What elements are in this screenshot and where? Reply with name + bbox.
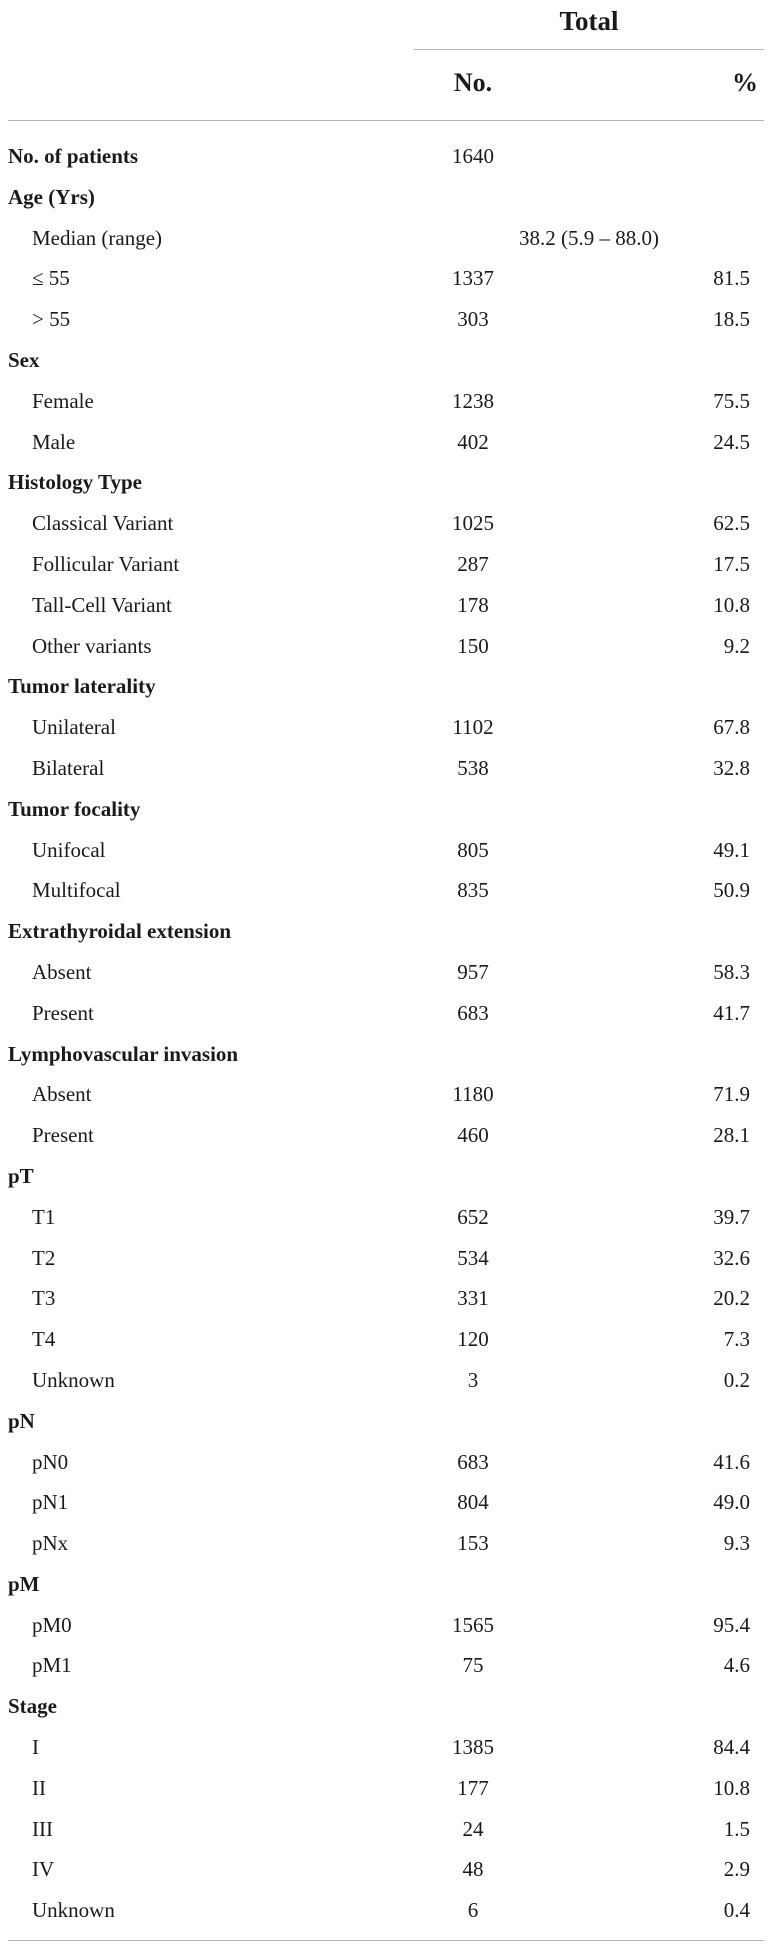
- percent-column-header: %: [732, 68, 758, 97]
- number-cell: 683: [457, 1000, 489, 1025]
- table-row: [0, 1768, 772, 1809]
- section-label: Lymphovascular invasion: [8, 1041, 239, 1066]
- section-row: [0, 136, 772, 177]
- row-label: pN0: [32, 1449, 69, 1474]
- number-cell: 150: [457, 633, 489, 658]
- row-label: Present: [32, 1000, 94, 1025]
- row-label: Absent: [32, 959, 92, 984]
- percent-cell: 95.4: [713, 1612, 750, 1637]
- percent-cell: 18.5: [713, 307, 750, 332]
- table-row: [0, 1319, 772, 1360]
- number-cell: 1180: [452, 1082, 494, 1107]
- section-row: [0, 666, 772, 707]
- table-row: [0, 1238, 772, 1279]
- percent-cell: 32.6: [713, 1245, 750, 1270]
- number-cell: 835: [457, 878, 489, 903]
- number-cell: 534: [457, 1245, 489, 1270]
- table-row: [0, 748, 772, 789]
- percent-cell: 28.1: [713, 1123, 750, 1148]
- section-label: Histology Type: [8, 470, 142, 495]
- percent-cell: 9.2: [723, 633, 750, 658]
- number-cell: 287: [457, 551, 489, 576]
- number-cell: 1238: [452, 388, 494, 413]
- percent-cell: 17.5: [713, 551, 750, 576]
- section-label: No. of patients: [8, 144, 139, 168]
- number-cell: 805: [457, 837, 489, 862]
- table-row: [0, 544, 772, 585]
- row-label: Unknown: [32, 1898, 115, 1923]
- row-label: Present: [32, 1123, 94, 1148]
- row-label: Absent: [32, 1082, 92, 1107]
- table-row: [0, 1115, 772, 1156]
- table-row: [0, 952, 772, 993]
- row-label: Median (range): [32, 225, 163, 250]
- row-label: Male: [32, 429, 76, 454]
- table-row: [0, 1605, 772, 1646]
- row-label: pNx: [32, 1531, 69, 1556]
- row-label: I: [32, 1735, 39, 1760]
- table-row: [0, 830, 772, 871]
- row-label: T4: [32, 1327, 56, 1352]
- section-row: [0, 1156, 772, 1197]
- number-cell: 402: [457, 429, 489, 454]
- table-row: [0, 1890, 772, 1931]
- number-cell: 75: [462, 1653, 484, 1678]
- percent-cell: 81.5: [713, 266, 750, 291]
- section-row: [0, 1401, 772, 1442]
- row-label: T2: [32, 1245, 56, 1270]
- percent-cell: 4.6: [723, 1653, 750, 1678]
- table-row: [0, 707, 772, 748]
- section-label: Sex: [8, 347, 40, 372]
- table-row: [0, 422, 772, 463]
- row-label: Unifocal: [32, 837, 106, 862]
- row-label: Unknown: [32, 1367, 115, 1392]
- number-cell: 538: [457, 755, 489, 780]
- row-label: IV: [32, 1857, 55, 1882]
- table-row: [0, 1278, 772, 1319]
- section-row: [0, 177, 772, 218]
- row-label: ≤ 55: [32, 266, 70, 291]
- percent-cell: 32.8: [713, 755, 750, 780]
- percent-cell: 62.5: [713, 511, 750, 536]
- row-label: T3: [32, 1286, 56, 1311]
- total-column-group-header: Total: [559, 6, 619, 36]
- percent-cell: 0.2: [723, 1367, 750, 1392]
- row-label: pM1: [32, 1653, 72, 1678]
- percent-cell: 75.5: [713, 388, 750, 413]
- table-row: [0, 1442, 772, 1483]
- row-label: Follicular Variant: [32, 551, 180, 576]
- table-row: [0, 299, 772, 340]
- number-cell: 1025: [452, 511, 494, 536]
- table-row: [0, 381, 772, 422]
- number-cell: 1102: [452, 715, 494, 740]
- number-cell: 303: [457, 307, 489, 332]
- percent-cell: 49.0: [713, 1490, 750, 1515]
- number-cell: 24: [462, 1816, 484, 1841]
- table-row: [0, 503, 772, 544]
- percent-cell: 0.4: [723, 1898, 750, 1923]
- number-cell: 683: [457, 1449, 489, 1474]
- section-row: [0, 911, 772, 952]
- section-label: Age (Yrs): [8, 184, 95, 209]
- table-row: [0, 1523, 772, 1564]
- table-row: [0, 1197, 772, 1238]
- number-cell: 177: [457, 1775, 489, 1800]
- row-label: Tall-Cell Variant: [32, 592, 172, 617]
- table-body: [0, 136, 772, 1931]
- number-cell: 957: [457, 959, 489, 984]
- table-row: [0, 1849, 772, 1890]
- percent-cell: 67.8: [713, 715, 750, 740]
- spanning-value-cell: 38.2 (5.9 – 88.0): [519, 225, 659, 250]
- row-label: Unilateral: [32, 715, 116, 740]
- percent-cell: 39.7: [713, 1204, 750, 1229]
- number-cell: 804: [457, 1490, 489, 1515]
- percent-cell: 7.3: [723, 1327, 750, 1352]
- table-row: [0, 585, 772, 626]
- percent-cell: 20.2: [713, 1286, 750, 1311]
- row-label: Bilateral: [32, 755, 105, 780]
- percent-cell: 41.7: [713, 1000, 750, 1025]
- number-cell: 6: [467, 1898, 479, 1923]
- section-row: [0, 340, 772, 381]
- percent-cell: 71.9: [713, 1082, 750, 1107]
- section-label: Tumor laterality: [8, 674, 156, 699]
- number-cell: 652: [457, 1204, 489, 1229]
- table-row: [0, 258, 772, 299]
- number-column-header: No.: [453, 68, 493, 97]
- number-cell: 1565: [452, 1612, 494, 1637]
- table-row: [0, 1809, 772, 1850]
- table-row: [0, 1482, 772, 1523]
- table-row: [0, 1645, 772, 1686]
- percent-cell: 24.5: [713, 429, 750, 454]
- section-label: Extrathyroidal extension: [8, 919, 232, 944]
- bottom-rule: [8, 1940, 764, 1941]
- table-row: [0, 626, 772, 667]
- header-rule: [8, 120, 764, 121]
- percent-cell: 49.1: [713, 837, 750, 862]
- row-label: II: [32, 1775, 46, 1800]
- row-label: pM0: [32, 1612, 72, 1637]
- table-row: [0, 218, 772, 259]
- section-row: [0, 1564, 772, 1605]
- table-row: [0, 870, 772, 911]
- row-label: Other variants: [32, 633, 152, 658]
- number-cell: 1337: [452, 266, 494, 291]
- percent-cell: 9.3: [723, 1531, 750, 1556]
- percent-cell: 10.8: [713, 1775, 750, 1800]
- row-label: Female: [32, 388, 94, 413]
- section-row: [0, 789, 772, 830]
- table-row: [0, 993, 772, 1034]
- number-cell: 48: [462, 1857, 484, 1882]
- number-cell: 1640: [452, 144, 494, 168]
- table-row: [0, 1360, 772, 1401]
- row-label: T1: [32, 1204, 56, 1229]
- percent-cell: 1.5: [723, 1816, 750, 1841]
- percent-cell: 58.3: [713, 959, 750, 984]
- table-row: [0, 1727, 772, 1768]
- section-label: pN: [8, 1408, 35, 1433]
- percent-cell: 2.9: [723, 1857, 750, 1882]
- percent-cell: 84.4: [713, 1735, 750, 1760]
- number-cell: 331: [457, 1286, 489, 1311]
- section-label: Tumor focality: [8, 796, 141, 821]
- row-label: Classical Variant: [32, 511, 174, 536]
- percent-cell: 50.9: [713, 878, 750, 903]
- number-cell: 178: [457, 592, 489, 617]
- number-cell: 460: [457, 1123, 489, 1148]
- percent-cell: 41.6: [713, 1449, 750, 1474]
- table-header: [0, 0, 772, 122]
- number-cell: 153: [457, 1531, 489, 1556]
- row-label: III: [32, 1816, 53, 1841]
- table-row: [0, 1074, 772, 1115]
- number-cell: 120: [457, 1327, 489, 1352]
- section-label: pM: [8, 1571, 40, 1596]
- section-row: [0, 1034, 772, 1075]
- section-row: [0, 462, 772, 503]
- number-cell: 1385: [452, 1735, 494, 1760]
- row-label: Multifocal: [32, 878, 121, 903]
- section-row: [0, 1686, 772, 1727]
- section-label: Stage: [8, 1694, 57, 1719]
- number-cell: 3: [467, 1367, 479, 1392]
- row-label: > 55: [32, 307, 71, 332]
- row-label: pN1: [32, 1490, 69, 1515]
- percent-cell: 10.8: [713, 592, 750, 617]
- section-label: pT: [8, 1163, 34, 1188]
- total-group-rule: [414, 49, 764, 50]
